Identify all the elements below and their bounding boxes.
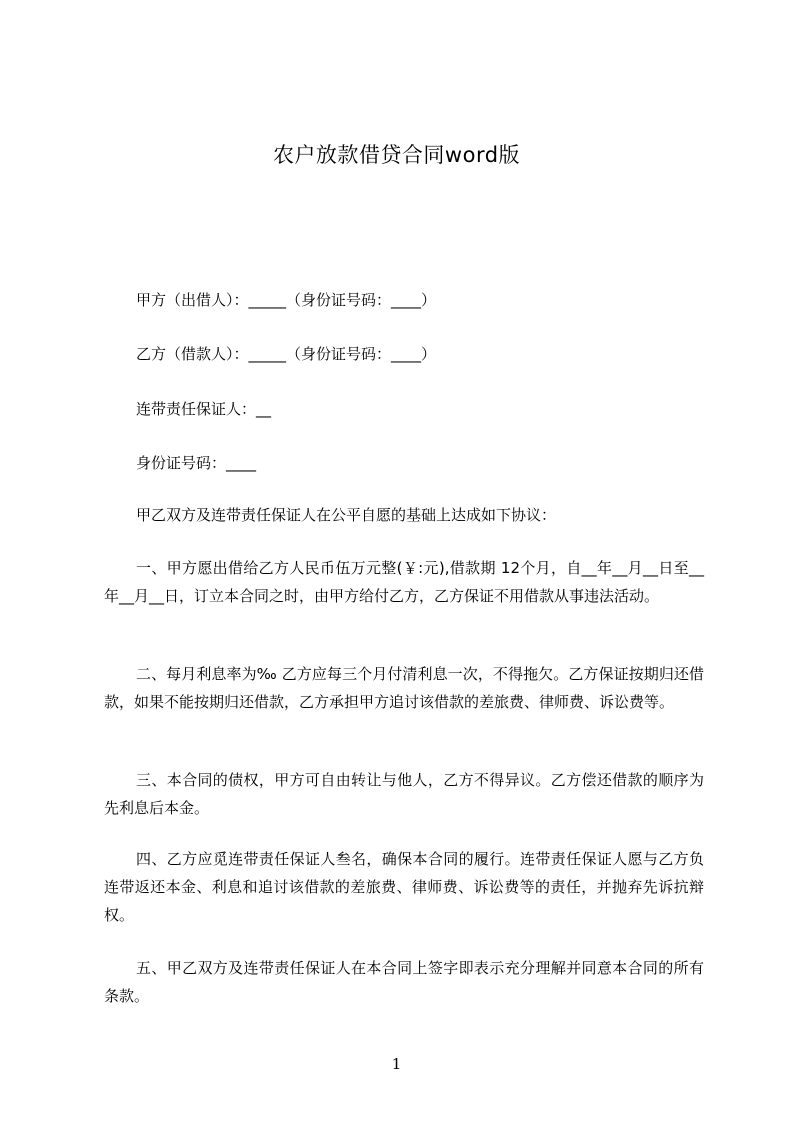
clause-5: 五、甲乙双方及连带责任保证人在本合同上签字即表示充分理解并同意本合同的所有条款。 (104, 959, 704, 1005)
preamble: 甲乙双方及连带责任保证人在公平自愿的基础上达成如下协议： (136, 506, 557, 524)
clause-1: 一、甲方愿出借给乙方人民币伍万元整(￥:元),借款期 12个月，自__年__月__日至__年__月__日，订立本合同之时，由甲方给付乙方，乙方保证不用借款从事违法活动。 (104, 559, 704, 605)
clause-3: 三、本合同的债权，甲方可自由转让与他人，乙方不得异议。乙方偿还借款的顺序为先利息后本金。 (104, 771, 704, 817)
clause-4: 四、乙方应觅连带责任保证人叁名，确保本合同的履行。连带责任保证人愿与乙方负连带返还本金、利息和追讨该借款的差旅费、律师费、诉讼费等的责任，并抛弃先诉抗辩权。 (104, 850, 704, 924)
borrower-line: 乙方（借款人）：_____（身份证号码：____） (136, 345, 437, 363)
lender-line: 甲方（出借人）：_____（身份证号码：____） (136, 291, 437, 309)
guarantor-line: 连带责任保证人：__ (136, 400, 272, 418)
guarantor-id-line: 身份证号码：____ (136, 454, 257, 472)
page-number: 1 (391, 1055, 402, 1073)
clause-2: 二、每月利息率为‰ 乙方应每三个月付清利息一次，不得拖欠。乙方保证按期归还借款，如果不能按期归还借款，乙方承担甲方追讨该借款的差旅费、律师费、诉讼费等。 (104, 665, 704, 711)
document-title: 农户放款借贷合同word版 (272, 143, 521, 167)
